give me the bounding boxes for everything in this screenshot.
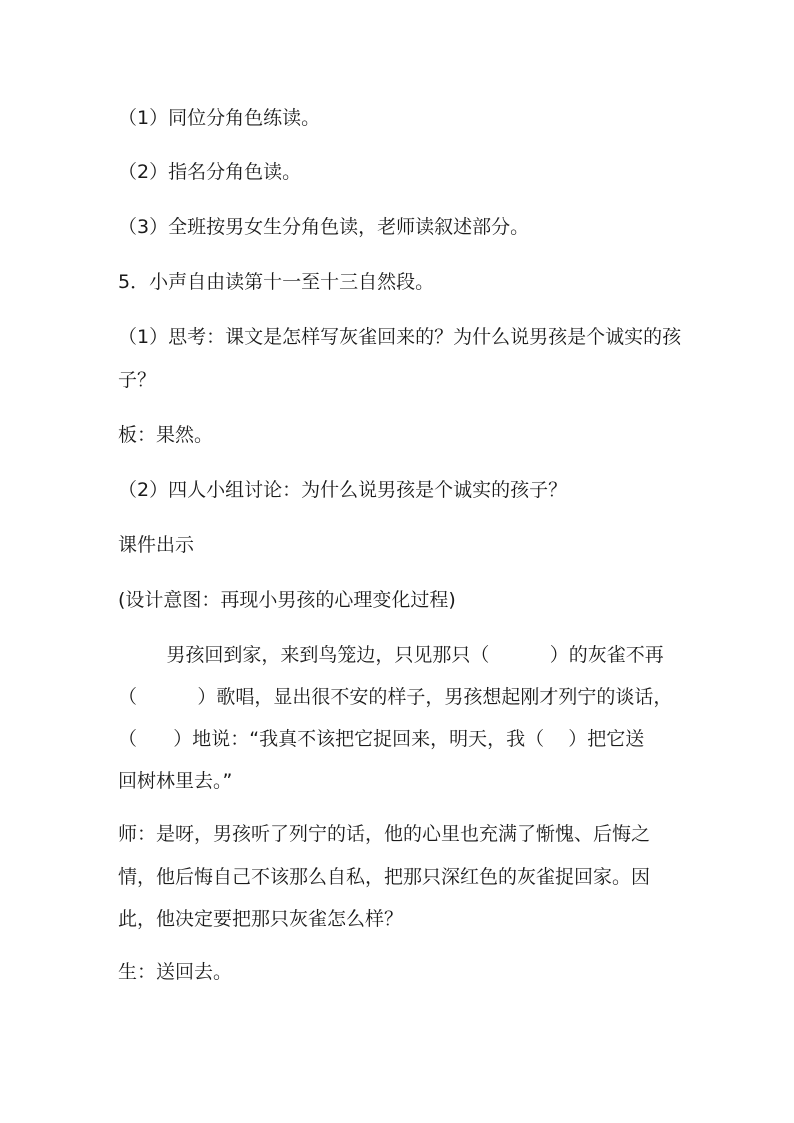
text-line-18: 生：送回去。 bbox=[118, 961, 233, 983]
text-line-16: 情，他后悔自己不该那么自私，把那只深红色的灰雀捉回家。因 bbox=[118, 866, 651, 888]
text-line-6: 子？ bbox=[118, 369, 157, 391]
text-line-1: （1）同位分角色练读。 bbox=[118, 107, 321, 129]
text-line-5: （1）思考：课文是怎样写灰雀回来的？为什么说男孩是个诚实的孩 bbox=[118, 326, 682, 348]
text-line-15: 师：是呀，男孩听了列宁的话，他的心里也充满了惭愧、后悔之 bbox=[118, 823, 651, 845]
text-line-7: 板：果然。 bbox=[118, 424, 214, 446]
text-line-17: 此，他决定要把那只灰雀怎么样？ bbox=[118, 908, 404, 930]
text-line-9: 课件出示 bbox=[118, 534, 195, 556]
text-line-14: 回树林里去。” bbox=[118, 770, 233, 792]
text-line-2: （2）指名分角色读。 bbox=[118, 161, 302, 183]
text-line-13: （ ）地说：“我真不该把它捉回来，明天，我（ ）把它送 bbox=[118, 728, 645, 750]
text-line-11: 男孩回到家，来到鸟笼边，只见那只（ ）的灰雀不再 bbox=[118, 644, 664, 666]
text-line-8: （2）四人小组讨论：为什么说男孩是个诚实的孩子？ bbox=[118, 479, 568, 501]
text-line-12: （ ）歌唱，显出很不安的样子，男孩想起刚才列宁的谈话， bbox=[118, 686, 673, 708]
text-line-10: (设计意图：再现小男孩的心理变化过程) bbox=[118, 589, 456, 611]
text-line-4: 5．小声自由读第十一至十三自然段。 bbox=[118, 271, 435, 293]
text-line-3: （3）全班按男女生分角色读，老师读叙述部分。 bbox=[118, 216, 530, 238]
